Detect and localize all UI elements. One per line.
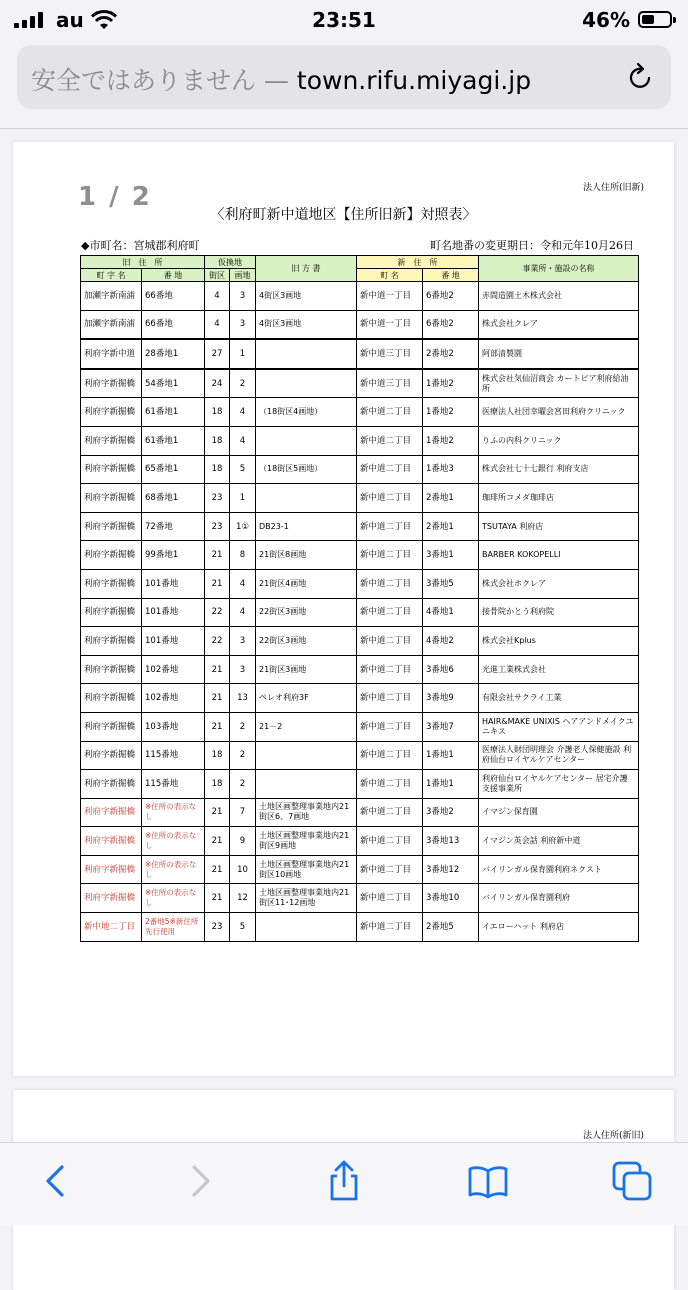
new-town-cell: 新中道二丁目 <box>357 884 423 913</box>
business-name-cell: 珈琲所コメダ珈琲店 <box>479 484 639 513</box>
old-lot-cell: 101番地 <box>142 627 205 656</box>
temp-plot-cell: 2 <box>230 770 256 799</box>
old-style-cell: 土地区画整理事業地内21街区9画地 <box>256 827 357 856</box>
business-name-cell: イマジン保育園 <box>479 798 639 827</box>
page-indicator: 1 / 2 <box>78 182 152 212</box>
new-lot-cell: 2番地1 <box>423 484 479 513</box>
table-row <box>81 426 639 455</box>
header-new-address: 新 住 所 <box>357 256 479 269</box>
temp-block-cell: 21 <box>205 855 230 884</box>
old-town-cell: 利府字新掘橋 <box>81 398 142 427</box>
old-town-cell: 加瀬字新南浦 <box>81 282 142 311</box>
table-row <box>81 484 639 513</box>
temp-block-cell: 18 <box>205 455 230 484</box>
table-row <box>81 855 639 884</box>
new-lot-cell: 3番地9 <box>423 684 479 713</box>
new-lot-cell: 3番地5 <box>423 569 479 598</box>
table-row <box>81 455 639 484</box>
temp-plot-cell: 3 <box>230 310 256 339</box>
business-name-cell: 阿部清製園 <box>479 339 639 369</box>
temp-plot-cell: 5 <box>230 913 256 942</box>
temp-block-cell: 18 <box>205 426 230 455</box>
old-town-cell: 新中地二丁目 <box>81 913 142 942</box>
old-style-cell: 22街区3画地 <box>256 627 357 656</box>
old-town-cell: 利府字新掘橋 <box>81 426 142 455</box>
old-style-cell <box>256 913 357 942</box>
temp-block-cell: 18 <box>205 398 230 427</box>
old-style-cell: DB23-1 <box>256 512 357 541</box>
new-lot-cell: 3番地12 <box>423 855 479 884</box>
business-name-cell: 利府仙台ロイヤルケアセンター 居宅介護支援事業所 <box>479 770 639 799</box>
table-row <box>81 798 639 827</box>
temp-plot-cell: 3 <box>230 655 256 684</box>
header-temp-block: 街区 <box>205 269 230 282</box>
table-row <box>81 627 639 656</box>
forward-icon[interactable] <box>178 1159 222 1203</box>
temp-plot-cell: 4 <box>230 426 256 455</box>
old-town-cell: 利府字新掘橋 <box>81 827 142 856</box>
temp-plot-cell: 4 <box>230 569 256 598</box>
old-style-cell: ペレオ利府3F <box>256 684 357 713</box>
old-style-cell <box>256 369 357 398</box>
address-bar[interactable] <box>17 45 671 109</box>
business-name-cell: りふの内科クリニック <box>479 426 639 455</box>
new-lot-cell: 6番地2 <box>423 282 479 311</box>
bottom-toolbar <box>0 1142 688 1225</box>
old-lot-cell: ※住所の表示なし <box>142 798 205 827</box>
temp-plot-cell: 5 <box>230 455 256 484</box>
temp-block-cell: 4 <box>205 310 230 339</box>
business-name-cell: 株式会社七十七銀行 利府支店 <box>479 455 639 484</box>
temp-plot-cell: 4 <box>230 598 256 627</box>
temp-block-cell: 21 <box>205 798 230 827</box>
temp-block-cell: 18 <box>205 741 230 770</box>
old-style-cell <box>256 741 357 770</box>
new-lot-cell: 1番地3 <box>423 455 479 484</box>
temp-block-cell: 23 <box>205 484 230 513</box>
temp-plot-cell: 1 <box>230 339 256 369</box>
old-style-cell: 22街区3画地 <box>256 598 357 627</box>
table-row <box>81 569 639 598</box>
clock: 23:51 <box>312 8 376 32</box>
old-style-cell: （18街区5画地） <box>256 455 357 484</box>
old-town-cell: 利府字新掘橋 <box>81 798 142 827</box>
new-lot-cell: 2番地5 <box>423 913 479 942</box>
old-town-cell: 利府字新掘橋 <box>81 741 142 770</box>
old-lot-cell: 2番地5※新住所先行使用 <box>142 913 205 942</box>
header-business-name: 事業所・施設の名称 <box>479 256 639 282</box>
reload-icon[interactable] <box>625 61 657 93</box>
table-row <box>81 339 639 369</box>
corner-note: 法人住所(旧新) <box>582 183 644 193</box>
new-town-cell: 新中道二丁目 <box>357 455 423 484</box>
new-lot-cell: 2番地2 <box>423 339 479 369</box>
header-new-town: 町 名 <box>357 269 423 282</box>
temp-plot-cell: 10 <box>230 855 256 884</box>
battery-icon <box>638 11 672 28</box>
temp-block-cell: 21 <box>205 541 230 570</box>
business-name-cell: 株式会社気仙沼商会 カートピア利府給油所 <box>479 369 639 398</box>
old-lot-cell: 115番地 <box>142 770 205 799</box>
new-town-cell: 新中道二丁目 <box>357 512 423 541</box>
table-row <box>81 827 639 856</box>
temp-plot-cell: 12 <box>230 884 256 913</box>
new-town-cell: 新中道二丁目 <box>357 598 423 627</box>
table-row <box>81 398 639 427</box>
temp-plot-cell: 1 <box>230 484 256 513</box>
new-town-cell: 新中道二丁目 <box>357 541 423 570</box>
business-name-cell: 医療法人社団幸曜会宮田利府クリニック <box>479 398 639 427</box>
table-row <box>81 741 639 770</box>
share-icon[interactable] <box>322 1159 366 1203</box>
new-town-cell: 新中道二丁目 <box>357 484 423 513</box>
old-lot-cell: 61番地1 <box>142 426 205 455</box>
business-name-cell: 株式会社ホクレア <box>479 569 639 598</box>
temp-plot-cell: 1① <box>230 512 256 541</box>
old-town-cell: 利府字新掘橋 <box>81 712 142 741</box>
new-town-cell: 新中道二丁目 <box>357 770 423 799</box>
header-temp-lot: 仮換地 <box>205 256 256 269</box>
temp-block-cell: 21 <box>205 684 230 713</box>
new-lot-cell: 1番地1 <box>423 741 479 770</box>
effective-date: 町名地番の変更期日：令和元年10月26日 <box>430 239 634 252</box>
new-lot-cell: 3番地10 <box>423 884 479 913</box>
old-style-cell: 21街区3画地 <box>256 655 357 684</box>
business-name-cell: バイリンガル保育園利府 <box>479 884 639 913</box>
old-lot-cell: 101番地 <box>142 598 205 627</box>
old-town-cell: 利府字新掘橋 <box>81 770 142 799</box>
new-town-cell: 新中道一丁目 <box>357 310 423 339</box>
old-town-cell: 利府字新掘橋 <box>81 541 142 570</box>
old-town-cell: 利府字新掘橋 <box>81 369 142 398</box>
table-row <box>81 655 639 684</box>
new-lot-cell: 6番地2 <box>423 310 479 339</box>
new-lot-cell: 4番地2 <box>423 627 479 656</box>
old-lot-cell: 101番地 <box>142 569 205 598</box>
old-town-cell: 利府字新中道 <box>81 339 142 369</box>
new-lot-cell: 3番地1 <box>423 541 479 570</box>
header-old-style: 旧 方 書 <box>256 256 357 282</box>
new-town-cell: 新中道二丁目 <box>357 712 423 741</box>
business-name-cell: HAIR&MAKE UNIXIS ヘアアンドメイクユニキス <box>479 712 639 741</box>
temp-block-cell: 23 <box>205 913 230 942</box>
temp-plot-cell: 2 <box>230 741 256 770</box>
temp-plot-cell: 4 <box>230 398 256 427</box>
business-name-cell: 赤間造園土木株式会社 <box>479 282 639 311</box>
old-lot-cell: ※住所の表示なし <box>142 855 205 884</box>
old-style-cell: 4街区3画地 <box>256 310 357 339</box>
header-old-town: 町 字 名 <box>81 269 142 282</box>
old-town-cell: 利府字新掘橋 <box>81 455 142 484</box>
new-lot-cell: 3番地6 <box>423 655 479 684</box>
document-title: 〈利府町新中道地区【住所旧新】対照表〉 <box>210 207 477 223</box>
new-town-cell: 新中道二丁目 <box>357 655 423 684</box>
table-row <box>81 369 639 398</box>
new-lot-cell: 3番地7 <box>423 712 479 741</box>
old-town-cell: 利府字新掘橋 <box>81 855 142 884</box>
new-town-cell: 新中道二丁目 <box>357 855 423 884</box>
old-lot-cell: 99番地1 <box>142 541 205 570</box>
business-name-cell: 医療法人財団明理会 介護老人保健施設 利府仙台ロイヤルケアセンター <box>479 741 639 770</box>
table-row <box>81 913 639 942</box>
back-icon[interactable] <box>34 1159 78 1203</box>
old-town-cell: 利府字新掘橋 <box>81 598 142 627</box>
table-row <box>81 310 639 339</box>
url-separator: — <box>256 66 297 95</box>
new-town-cell: 新中道二丁目 <box>357 426 423 455</box>
old-town-cell: 利府字新掘橋 <box>81 655 142 684</box>
old-lot-cell: 28番地1 <box>142 339 205 369</box>
temp-block-cell: 27 <box>205 339 230 369</box>
old-town-cell: 利府字新掘橋 <box>81 569 142 598</box>
temp-plot-cell: 3 <box>230 627 256 656</box>
not-secure-label: 安全ではありません <box>31 66 257 95</box>
new-lot-cell: 3番地13 <box>423 827 479 856</box>
page2-corner-note: 法人住所(新旧) <box>582 1131 644 1141</box>
table-row <box>81 512 639 541</box>
business-name-cell: イマジン英会話 利府新中道 <box>479 827 639 856</box>
old-lot-cell: ※住所の表示なし <box>142 827 205 856</box>
new-town-cell: 新中道一丁目 <box>357 282 423 311</box>
new-lot-cell: 3番地2 <box>423 798 479 827</box>
business-name-cell: イエローハット 利府店 <box>479 913 639 942</box>
old-style-cell: 土地区画整理事業地内21街区10画地 <box>256 855 357 884</box>
header-old-address: 旧 住 所 <box>81 256 205 269</box>
old-style-cell: 21－2 <box>256 712 357 741</box>
new-lot-cell: 2番地1 <box>423 512 479 541</box>
table-row <box>81 770 639 799</box>
old-lot-cell: 61番地1 <box>142 398 205 427</box>
new-lot-cell: 4番地1 <box>423 598 479 627</box>
temp-plot-cell: 9 <box>230 827 256 856</box>
temp-block-cell: 18 <box>205 770 230 799</box>
new-town-cell: 新中道二丁目 <box>357 684 423 713</box>
business-name-cell: 有限会社サクライ工業 <box>479 684 639 713</box>
header-old-lot: 番 地 <box>142 269 205 282</box>
tabs-icon[interactable] <box>610 1159 654 1203</box>
old-style-cell <box>256 770 357 799</box>
new-lot-cell: 1番地1 <box>423 770 479 799</box>
temp-block-cell: 21 <box>205 884 230 913</box>
old-style-cell: 21街区4画地 <box>256 569 357 598</box>
business-name-cell: 光進工業株式会社 <box>479 655 639 684</box>
header-new-lot: 番 地 <box>423 269 479 282</box>
old-style-cell <box>256 484 357 513</box>
old-lot-cell: 65番地1 <box>142 455 205 484</box>
new-town-cell: 新中道二丁目 <box>357 741 423 770</box>
old-style-cell: 土地区画整理事業地内21街区6、7画地 <box>256 798 357 827</box>
old-lot-cell: 72番地 <box>142 512 205 541</box>
new-town-cell: 新中道二丁目 <box>357 569 423 598</box>
old-town-cell: 利府字新掘橋 <box>81 484 142 513</box>
old-town-cell: 利府字新掘橋 <box>81 684 142 713</box>
temp-plot-cell: 3 <box>230 282 256 311</box>
url-host: town.rifu.miyagi.jp <box>296 66 532 95</box>
address-table <box>80 255 639 942</box>
old-lot-cell: 66番地 <box>142 282 205 311</box>
old-town-cell: 加瀬字新南浦 <box>81 310 142 339</box>
business-name-cell: 株式会社Kplus <box>479 627 639 656</box>
header-temp-plot: 画地 <box>230 269 256 282</box>
temp-block-cell: 4 <box>205 282 230 311</box>
new-lot-cell: 1番地2 <box>423 426 479 455</box>
bookmarks-icon[interactable] <box>466 1159 510 1203</box>
old-style-cell: 4街区3画地 <box>256 282 357 311</box>
temp-plot-cell: 7 <box>230 798 256 827</box>
new-town-cell: 新中道二丁目 <box>357 798 423 827</box>
old-lot-cell: 102番地 <box>142 655 205 684</box>
old-style-cell: 21街区8画地 <box>256 541 357 570</box>
temp-plot-cell: 13 <box>230 684 256 713</box>
pdf-page-1[interactable] <box>13 142 674 1076</box>
old-lot-cell: 103番地 <box>142 712 205 741</box>
table-row <box>81 541 639 570</box>
new-lot-cell: 1番地2 <box>423 398 479 427</box>
toolbar-divider <box>0 128 688 129</box>
table-row <box>81 884 639 913</box>
temp-plot-cell: 2 <box>230 712 256 741</box>
business-name-cell: バイリンガル保育園利府ネクスト <box>479 855 639 884</box>
old-style-cell: （18街区4画地） <box>256 398 357 427</box>
old-lot-cell: 115番地 <box>142 741 205 770</box>
new-town-cell: 新中道三丁目 <box>357 339 423 369</box>
business-name-cell: 株式会社クレア <box>479 310 639 339</box>
new-town-cell: 新中道二丁目 <box>357 913 423 942</box>
old-lot-cell: 102番地 <box>142 684 205 713</box>
temp-block-cell: 22 <box>205 627 230 656</box>
table-row <box>81 684 639 713</box>
carrier-name: au <box>56 8 84 32</box>
municipality-label: ◆市町名：宮城郡利府町 <box>81 239 200 252</box>
table-row <box>81 282 639 311</box>
temp-block-cell: 24 <box>205 369 230 398</box>
temp-plot-cell: 2 <box>230 369 256 398</box>
old-town-cell: 利府字新掘橋 <box>81 627 142 656</box>
battery-percentage: 46% <box>582 8 630 32</box>
temp-block-cell: 21 <box>205 712 230 741</box>
url-text[interactable] <box>31 61 591 97</box>
temp-plot-cell: 8 <box>230 541 256 570</box>
new-town-cell: 新中道二丁目 <box>357 398 423 427</box>
business-name-cell: 接骨院かとう利府院 <box>479 598 639 627</box>
new-town-cell: 新中道二丁目 <box>357 627 423 656</box>
table-row <box>81 598 639 627</box>
temp-block-cell: 23 <box>205 512 230 541</box>
old-style-cell <box>256 426 357 455</box>
old-lot-cell: 68番地1 <box>142 484 205 513</box>
old-lot-cell: ※住所の表示なし <box>142 884 205 913</box>
business-name-cell: BARBER KOKOPELLI <box>479 541 639 570</box>
table-row <box>81 712 639 741</box>
old-style-cell: 土地区画整理事業地内21街区11･12画地 <box>256 884 357 913</box>
old-town-cell: 利府字新掘橋 <box>81 884 142 913</box>
old-lot-cell: 54番地1 <box>142 369 205 398</box>
old-lot-cell: 66番地 <box>142 310 205 339</box>
new-town-cell: 新中道三丁目 <box>357 369 423 398</box>
temp-block-cell: 21 <box>205 655 230 684</box>
new-lot-cell: 1番地2 <box>423 369 479 398</box>
old-style-cell <box>256 339 357 369</box>
temp-block-cell: 21 <box>205 569 230 598</box>
old-town-cell: 利府字新掘橋 <box>81 512 142 541</box>
temp-block-cell: 22 <box>205 598 230 627</box>
temp-block-cell: 21 <box>205 827 230 856</box>
business-name-cell: TSUTAYA 利府店 <box>479 512 639 541</box>
status-bar <box>0 0 688 40</box>
new-town-cell: 新中道二丁目 <box>357 827 423 856</box>
